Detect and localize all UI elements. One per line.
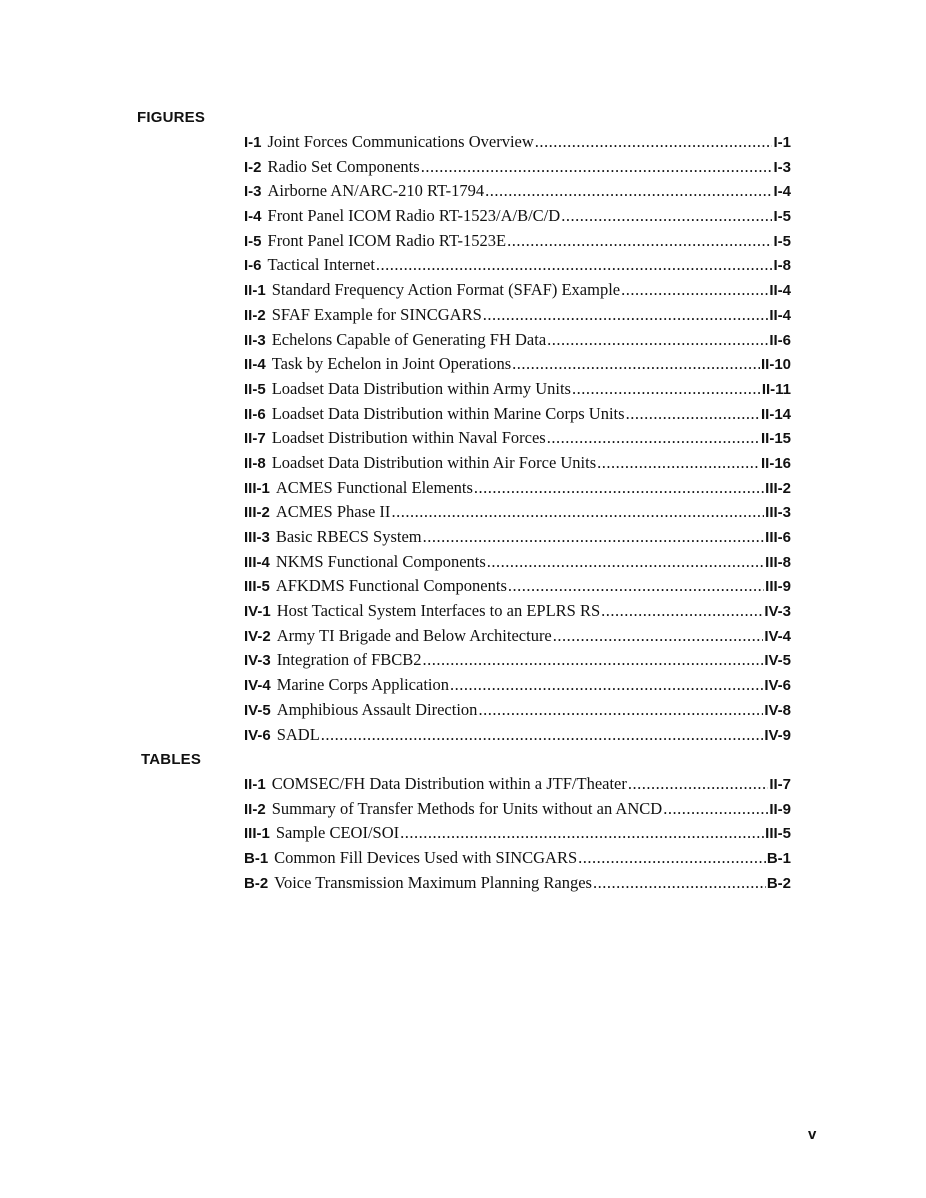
figure-title: Joint Forces Communications Overview <box>267 132 534 151</box>
dot-leader <box>483 305 769 325</box>
figure-title: Radio Set Components <box>267 156 420 176</box>
figure-page: IV-8 <box>764 701 791 719</box>
table-entry[interactable] <box>244 799 791 824</box>
dot-leader <box>508 576 764 596</box>
figure-title: Front Panel ICOM Radio RT-1523E <box>267 230 507 250</box>
dot-leader <box>450 675 763 695</box>
figure-entry[interactable] <box>244 700 791 725</box>
table-title: Common Fill Devices Used with SINCGARS <box>274 848 578 868</box>
figure-title: ACMES Phase II <box>275 502 391 522</box>
tables-list <box>244 774 791 897</box>
figure-number: I-1 <box>244 134 262 151</box>
figure-page: II-10 <box>760 356 791 374</box>
figure-entry[interactable] <box>244 132 791 157</box>
figure-title: Loadset Data Distribution within Army Units <box>271 378 571 398</box>
figure-entry[interactable] <box>244 478 791 503</box>
dot-leader <box>547 330 768 350</box>
figure-title: Standard Frequency Action Format (SFAF) Example <box>271 280 621 300</box>
figure-number: I-2 <box>244 158 262 176</box>
table-title: Summary of Transfer Methods for Units without an ANCD <box>271 798 663 818</box>
table-number: III-1 <box>244 825 270 843</box>
table-entry[interactable] <box>244 873 791 898</box>
figure-entry[interactable] <box>244 255 791 280</box>
figure-entry[interactable] <box>244 650 791 675</box>
figure-title: Basic RBECS System <box>275 527 422 546</box>
figure-title: Integration of FBCB2 <box>276 650 422 670</box>
figure-entry[interactable] <box>244 675 791 700</box>
figure-title: Army TI Brigade and Below Architecture <box>276 625 552 645</box>
table-page: II-9 <box>769 800 791 818</box>
figure-entry[interactable] <box>244 725 791 750</box>
figure-number: II-8 <box>244 454 266 472</box>
dot-leader <box>578 848 766 868</box>
dot-leader <box>423 650 764 670</box>
figure-entry[interactable] <box>244 206 791 231</box>
figure-number: III-1 <box>244 479 270 497</box>
figure-entry[interactable] <box>244 404 791 429</box>
dot-leader <box>561 206 772 226</box>
figure-entry[interactable] <box>244 527 791 552</box>
table-title: COMSEC/FH Data Distribution within a JTF/Theater <box>271 774 627 793</box>
dot-leader <box>601 601 763 621</box>
figure-page: III-3 <box>765 504 791 522</box>
figure-entry[interactable] <box>244 305 791 330</box>
figure-title: Amphibious Assault Direction <box>276 699 478 719</box>
table-entry[interactable] <box>244 823 791 848</box>
dot-leader <box>626 404 760 424</box>
figure-number: II-4 <box>244 356 266 374</box>
figure-page: I-5 <box>773 232 791 250</box>
figure-number: IV-2 <box>244 627 271 645</box>
figure-number: II-6 <box>244 405 266 423</box>
figure-page: I-1 <box>773 134 791 151</box>
figure-number: IV-6 <box>244 726 271 744</box>
figure-entry[interactable] <box>244 231 791 256</box>
figure-page: II-14 <box>760 405 791 423</box>
figure-number: II-5 <box>244 380 266 398</box>
figure-page: II-4 <box>769 306 791 324</box>
figure-page: III-2 <box>765 479 791 497</box>
figure-number: III-2 <box>244 504 270 522</box>
figure-number: I-6 <box>244 257 262 275</box>
figure-page: IV-5 <box>764 652 791 670</box>
figure-page: I-3 <box>773 158 791 176</box>
figure-number: IV-3 <box>244 652 271 670</box>
table-number: B-1 <box>244 850 269 868</box>
dot-leader <box>487 552 764 572</box>
figures-heading: FIGURES <box>137 109 206 126</box>
figure-entry[interactable] <box>244 330 791 355</box>
table-page: III-5 <box>765 825 791 843</box>
figure-number: IV-5 <box>244 701 271 719</box>
figure-title: Task by Echelon in Joint Operations <box>271 354 512 374</box>
figure-title: NKMS Functional Components <box>275 551 486 571</box>
figure-page: III-6 <box>765 529 791 546</box>
table-number: B-2 <box>244 874 269 892</box>
figure-title: Loadset Data Distribution within Air Force Units <box>271 452 597 472</box>
figure-page: IV-3 <box>764 603 791 621</box>
figure-entry[interactable] <box>244 576 791 601</box>
figure-title: ACMES Functional Elements <box>275 477 473 497</box>
figure-title: SFAF Example for SINCGARS <box>271 304 482 324</box>
figure-page: IV-6 <box>764 677 791 695</box>
figure-number: III-3 <box>244 529 270 546</box>
figure-number: IV-1 <box>244 603 271 621</box>
figure-title: Host Tactical System Interfaces to an EPLRS RS <box>276 601 601 621</box>
figure-number: II-7 <box>244 430 266 448</box>
figure-title: Loadset Distribution within Naval Forces <box>271 428 546 448</box>
figure-entry[interactable] <box>244 428 791 453</box>
dot-leader <box>553 626 764 646</box>
dot-leader <box>400 823 764 843</box>
dot-leader <box>421 157 773 177</box>
dot-leader <box>321 725 764 745</box>
figure-title: SADL <box>276 724 320 744</box>
page-number: v <box>808 1126 817 1143</box>
dot-leader <box>376 255 773 275</box>
figure-page: II-16 <box>760 454 791 472</box>
figure-page: I-4 <box>773 183 791 201</box>
figure-number: III-4 <box>244 553 270 571</box>
table-entry[interactable] <box>244 774 791 799</box>
figure-entry[interactable] <box>244 379 791 404</box>
dot-leader <box>547 428 760 448</box>
figure-page: II-6 <box>769 331 791 349</box>
table-page: II-7 <box>769 776 791 793</box>
figure-page: II-4 <box>769 282 791 300</box>
figure-entry[interactable] <box>244 552 791 577</box>
table-page: B-1 <box>766 850 791 868</box>
dot-leader <box>597 453 760 473</box>
figure-page: I-5 <box>773 208 791 226</box>
figure-title: Loadset Data Distribution within Marine Corps Units <box>271 403 625 423</box>
figure-page: III-9 <box>765 578 791 596</box>
dot-leader <box>572 379 761 399</box>
figure-number: II-1 <box>244 282 266 300</box>
figure-entry[interactable] <box>244 157 791 182</box>
dot-leader <box>391 502 764 522</box>
table-title: Sample CEOI/SOI <box>275 823 400 843</box>
figure-number: IV-4 <box>244 677 271 695</box>
table-number: II-1 <box>244 776 266 793</box>
table-title: Voice Transmission Maximum Planning Ranges <box>274 872 592 892</box>
figures-list <box>244 132 791 749</box>
figure-title: Airborne AN/ARC-210 RT-1794 <box>267 181 485 201</box>
dot-leader <box>593 873 766 893</box>
figure-page: II-11 <box>761 380 791 398</box>
table-page: B-2 <box>766 874 791 892</box>
dot-leader <box>621 280 768 300</box>
figure-page: I-8 <box>773 257 791 275</box>
figure-title: Marine Corps Application <box>276 675 449 695</box>
figure-entry[interactable] <box>244 502 791 527</box>
tables-heading: TABLES <box>141 751 202 768</box>
figure-entry[interactable] <box>244 280 791 305</box>
figure-number: I-4 <box>244 208 262 226</box>
dot-leader <box>663 799 768 819</box>
dot-leader <box>485 181 772 201</box>
dot-leader <box>535 132 773 152</box>
figure-entry[interactable] <box>244 354 791 379</box>
figure-title: Tactical Internet <box>267 255 375 275</box>
figure-number: II-2 <box>244 306 266 324</box>
figure-entry[interactable] <box>244 181 791 206</box>
dot-leader <box>628 774 768 794</box>
figure-number: III-5 <box>244 578 270 596</box>
figure-entry[interactable] <box>244 453 791 478</box>
figure-entry[interactable] <box>244 626 791 651</box>
figure-number: II-3 <box>244 331 266 349</box>
figure-title: AFKDMS Functional Components <box>275 576 507 596</box>
figure-number: I-3 <box>244 183 262 201</box>
figure-title: Front Panel ICOM Radio RT-1523/A/B/C/D <box>267 206 561 226</box>
dot-leader <box>423 527 765 547</box>
figure-number: I-5 <box>244 232 262 250</box>
figure-entry[interactable] <box>244 601 791 626</box>
dot-leader <box>478 700 763 720</box>
figure-page: IV-9 <box>764 726 791 744</box>
dot-leader <box>474 478 764 498</box>
dot-leader <box>507 231 772 251</box>
figure-page: II-15 <box>760 430 791 448</box>
figure-page: III-8 <box>765 553 791 571</box>
dot-leader <box>512 354 760 374</box>
figure-page: IV-4 <box>764 627 791 645</box>
table-entry[interactable] <box>244 848 791 873</box>
figure-title: Echelons Capable of Generating FH Data <box>271 329 547 349</box>
table-number: II-2 <box>244 800 266 818</box>
